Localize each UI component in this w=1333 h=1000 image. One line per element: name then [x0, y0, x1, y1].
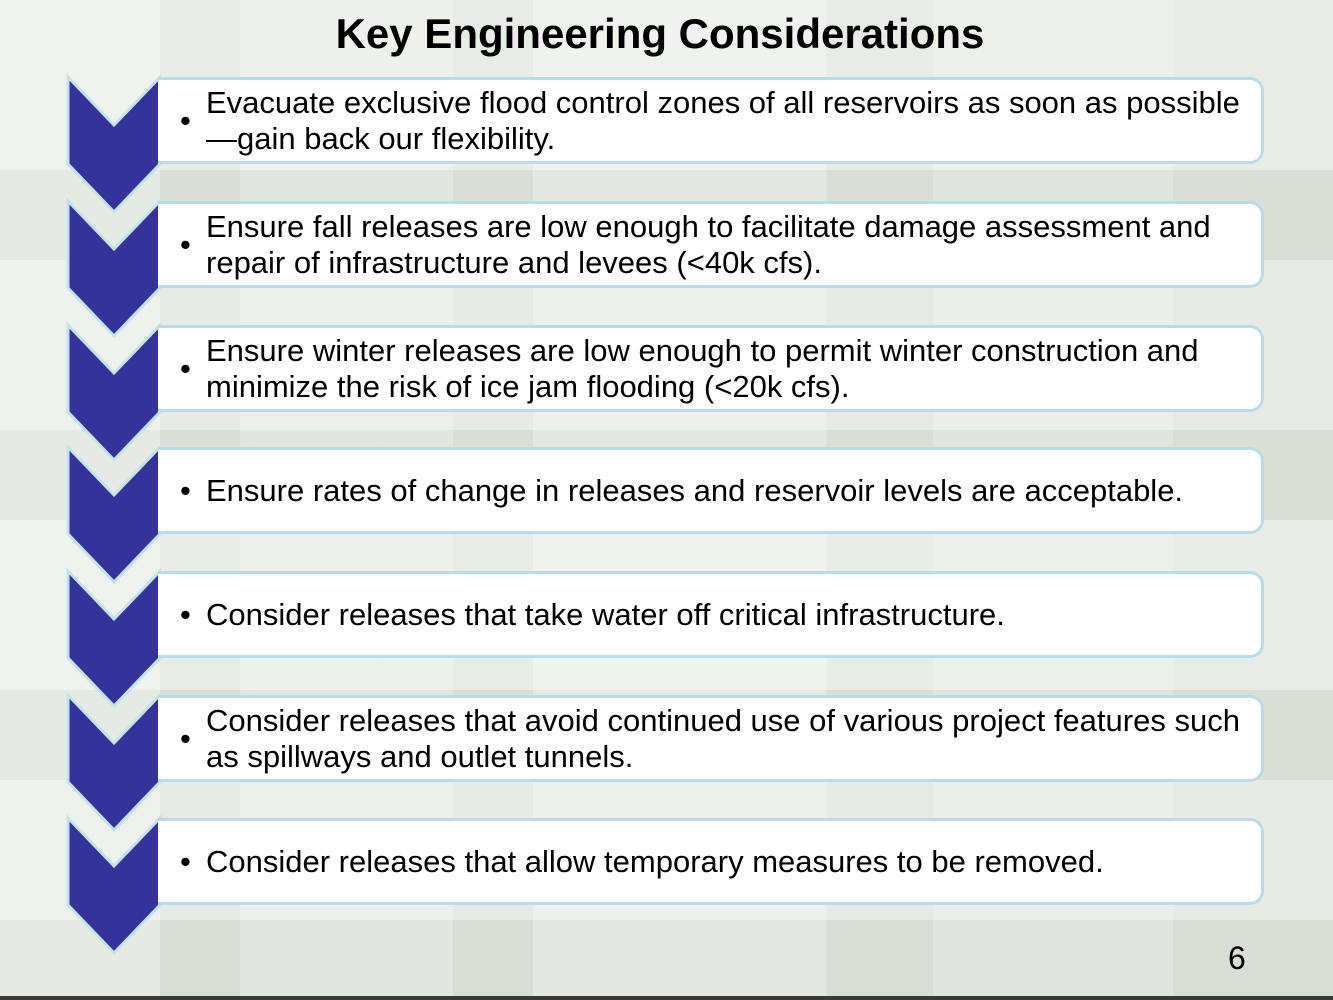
chevron-arrow-icon: [68, 695, 160, 830]
list-item-rates-of-change: [158, 447, 1264, 534]
bullet-icon: •: [180, 843, 191, 879]
list-item-temporary-measures: [158, 818, 1264, 905]
list-item-text: Evacuate exclusive flood control zones of all reservoirs as soon as possible—gain back our flexibility.: [206, 84, 1240, 156]
bullet-icon: •: [180, 596, 191, 632]
bullet-icon: •: [180, 720, 191, 756]
chevron-arrow-icon: [68, 571, 160, 706]
list-item-text: Ensure fall releases are low enough to facilitate damage assessment and repair of infrastructure and levees (<40k cfs).: [206, 208, 1211, 280]
list-item-evacuate-flood-zones: [158, 77, 1264, 164]
slide-title: Key Engineering Considerations: [335, 10, 985, 57]
list-item-project-features: [158, 695, 1264, 782]
list-item-text: Consider releases that avoid continued use of various project features such as spillways and outlet tunnels.: [206, 702, 1240, 774]
page-number: 6: [1228, 940, 1246, 976]
chevron-arrow-icon: [68, 201, 160, 336]
list-item-text: Ensure winter releases are low enough to permit winter construction and minimize the risk of ice jam flooding (<20k cfs).: [206, 332, 1199, 404]
bullet-icon: •: [180, 226, 191, 262]
bullet-icon: •: [180, 350, 191, 386]
chevron-arrow-icon: [68, 77, 160, 212]
chevron-arrow-icon: [68, 818, 160, 953]
bullet-icon: •: [180, 472, 191, 508]
chevron-arrow-icon: [68, 325, 160, 460]
bullet-icon: •: [180, 102, 191, 138]
list-item-text: Ensure rates of change in releases and reservoir levels are acceptable.: [206, 472, 1184, 508]
list-item-critical-infrastructure: [158, 571, 1264, 658]
list-item-text: Consider releases that take water off critical infrastructure.: [206, 596, 1005, 632]
list-item-text: Consider releases that allow temporary measures to be removed.: [206, 843, 1104, 879]
list-item-winter-releases: [158, 325, 1264, 412]
list-item-fall-releases: [158, 201, 1264, 288]
chevron-arrow-icon: [68, 447, 160, 582]
bottom-divider: [0, 996, 1333, 1000]
